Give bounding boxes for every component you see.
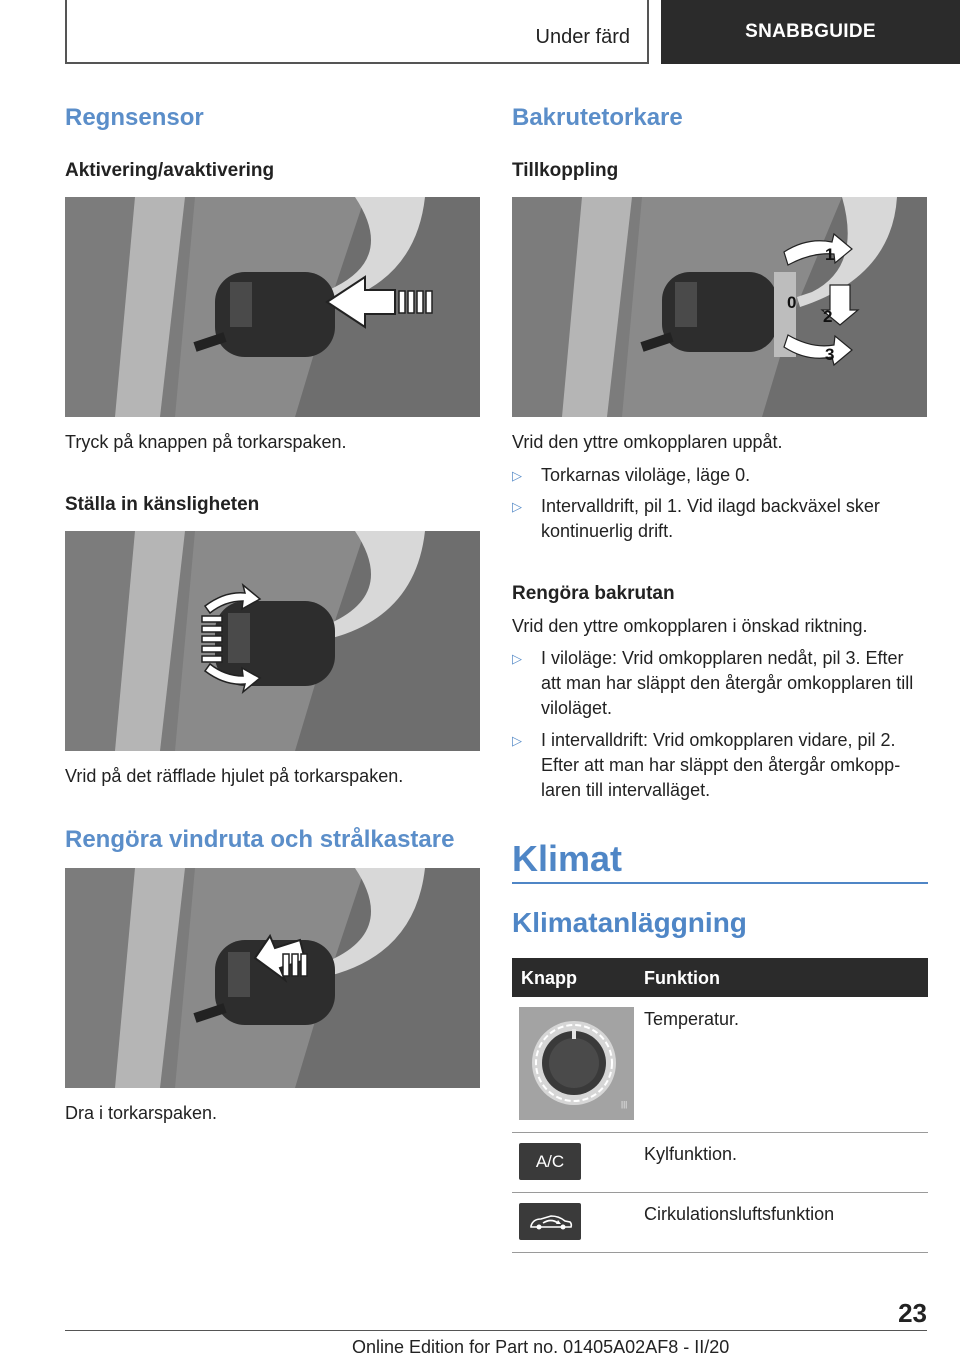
header-function: Funktion xyxy=(644,968,720,988)
climate-title: Klimat xyxy=(512,838,623,879)
climate-system-title: Klimatanläggning xyxy=(512,907,747,938)
rear-wiper-photo xyxy=(512,197,927,417)
edition-note: Online Edition for Part no. 01405A02AF8 - II/20 xyxy=(352,1337,730,1357)
arrow-label-3: 3 xyxy=(825,345,835,364)
clean-rear-title: Rengöra bakrutan xyxy=(512,583,675,604)
sensitivity-caption: Vrid på det räfflade hjulet på torkarspaken. xyxy=(65,766,404,786)
bullet-arrow-icon: ▷ xyxy=(512,499,522,514)
bullet-arrow-icon: ▷ xyxy=(512,468,522,483)
table-header xyxy=(512,958,928,997)
rear-wiper-title: Bakrutetorkare xyxy=(512,104,683,131)
activation-caption: Tryck på knappen på torkarspaken. xyxy=(65,432,347,452)
ac-button-icon: A/C xyxy=(519,1143,581,1180)
clean-windshield-title: Rengöra vindruta och strålkastare xyxy=(65,826,455,853)
wiper-stalk-pull-photo xyxy=(65,868,480,1088)
recirculation-function: Cirkulationsluftsfunktion xyxy=(644,1204,835,1224)
table-row xyxy=(512,997,928,1133)
arrow-label-1: 1 xyxy=(825,245,835,264)
recirculation-icon xyxy=(519,1203,581,1240)
activation-title: Aktivering/avaktivering xyxy=(65,160,275,181)
climate-rule xyxy=(512,882,928,884)
temperature-knob-icon xyxy=(519,1007,634,1120)
table-row xyxy=(512,1132,928,1193)
rain-sensor-title: Regnsensor xyxy=(65,104,204,131)
temperature-function: Temperatur. xyxy=(644,1009,740,1029)
header-button: Knapp xyxy=(521,968,577,988)
arrow-label-2: 2 xyxy=(823,307,833,326)
svg-text:|||: ||| xyxy=(621,1100,628,1109)
table-row xyxy=(512,1192,928,1253)
arrow-label-0: 0 xyxy=(787,293,797,312)
header-tab: SNABBGUIDE xyxy=(661,0,960,64)
clean-rear-caption: Vrid den yttre omkopplaren i önskad riktning. xyxy=(512,616,868,636)
clean-windshield-caption: Dra i torkarspaken. xyxy=(65,1103,218,1123)
bullet-arrow-icon: ▷ xyxy=(512,651,522,666)
engage-caption: Vrid den yttre omkopplaren uppåt. xyxy=(512,432,783,452)
sensitivity-title: Ställa in känsligheten xyxy=(65,494,260,515)
engage-title: Tillkoppling xyxy=(512,160,619,181)
header-section: Under färd xyxy=(535,26,630,48)
wiper-stalk-push-photo xyxy=(65,197,480,417)
footer-rule xyxy=(65,1330,927,1331)
ac-function: Kylfunktion. xyxy=(644,1144,738,1164)
bullet-arrow-icon: ▷ xyxy=(512,733,522,748)
page-number: 23 xyxy=(898,1298,927,1328)
wiper-wheel-photo xyxy=(65,531,480,751)
